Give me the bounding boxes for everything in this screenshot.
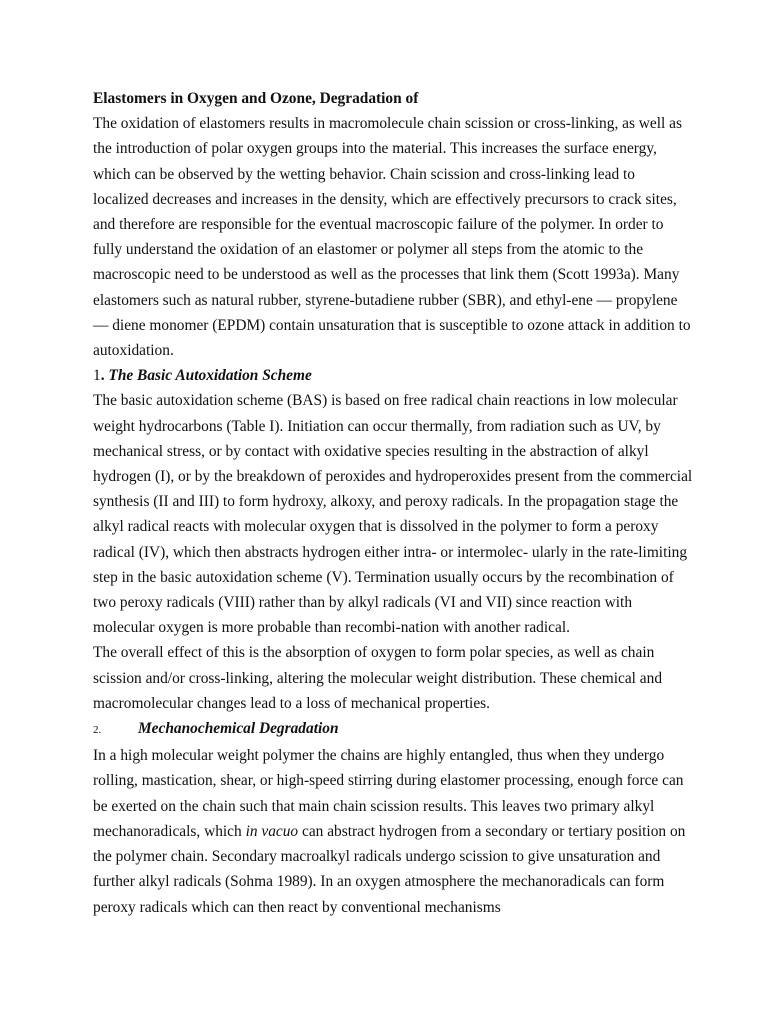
section-2-number: 2. [93,724,102,737]
section-2-paragraph [93,743,693,919]
section-2-title: Mechanochemical Degradation [138,720,339,738]
section-1-number-dot: . [100,367,105,385]
section-1-paragraph-1: The basic autoxidation scheme (BAS) is based on free radical chain reactions in low molecular weight hydrocarbons (Table I). Initiation can occur thermally, from radiation such as UV, by mechanical stress, or by contact with oxidative species resulting in the abstraction of alkyl hydrogen (I), or by the breakdown of peroxides and hydroperoxides present from the commercial synthesis (II and III) to form hydroxy, alkoxy, and peroxy radicals. In the propagation stage the alkyl radical reacts with molecular oxygen that is dissolved in the polymer to form a peroxy radical (IV), which then abstracts hydrogen either intra- or intermolec- ularly in the rate-limiting step in the basic autoxidation scheme (V). Termination usually occurs by the recombination of two peroxy radicals (VIII) rather than by alkyl radicals (VI and VII) since reaction with molecular oxygen is more probable than recombi-nation with another radical. [93,392,693,637]
section-2-text-part-2: can abstract hydrogen from a secondary or tertiary position on the polymer chain. Secondary macroalkyl radicals undergo scission to give unsaturation and further alkyl radicals (Sohma 1989). In an oxygen atmosphere the mechanoradicals can form peroxy radicals which can then react by conventional mechanisms [93,822,686,916]
section-1-paragraph-2: The overall effect of this is the absorption of oxygen to form polar species, as well as chain scission and/or cross-linking, altering the molecular weight distribution. These chemical and macromolecular changes lead to a loss of mechanical properties. [93,644,663,712]
document-title: Elastomers in Oxygen and Ozone, Degradation of [93,90,419,107]
section-2-heading [93,716,693,743]
section-2-text-part-1: In a high molecular weight polymer the chains are highly entangled, thus when they undergo rolling, mastication, shear, or high-speed stirring during elastomer processing, enough force can be exerted on the chain such that main chain scission results. This leaves two primary alkyl mechanoradicals, which [93,747,684,840]
document-page [93,86,693,920]
section-2-italic-term: in vacuo [245,822,299,840]
section-1-title: The Basic Autoxidation Scheme [108,367,312,385]
intro-paragraph: The oxidation of elastomers results in macromolecule chain scission or cross-linking, as well as the introduction of polar oxygen groups into the material. This increases the surface energy, which can be observed by the wetting behavior. Chain scission and cross-linking lead to localized decreases and increases in the density, which are effectively precursors to crack sites, and therefore are responsible for the eventual macroscopic failure of the polymer. In order to fully understand the oxidation of an elastomer or polymer all steps from the atomic to the macroscopic need to be understood as well as the processes that link them (Scott 1993a). Many elastomers such as natural rubber, styrene-butadiene rubber (SBR), and ethyl-ene — propylene — diene monomer (EPDM) contain unsaturation that is susceptible to ozone attack in addition to autoxidation. [93,115,691,360]
section-1-number: 1 [93,367,101,385]
section-1-heading [93,363,693,388]
